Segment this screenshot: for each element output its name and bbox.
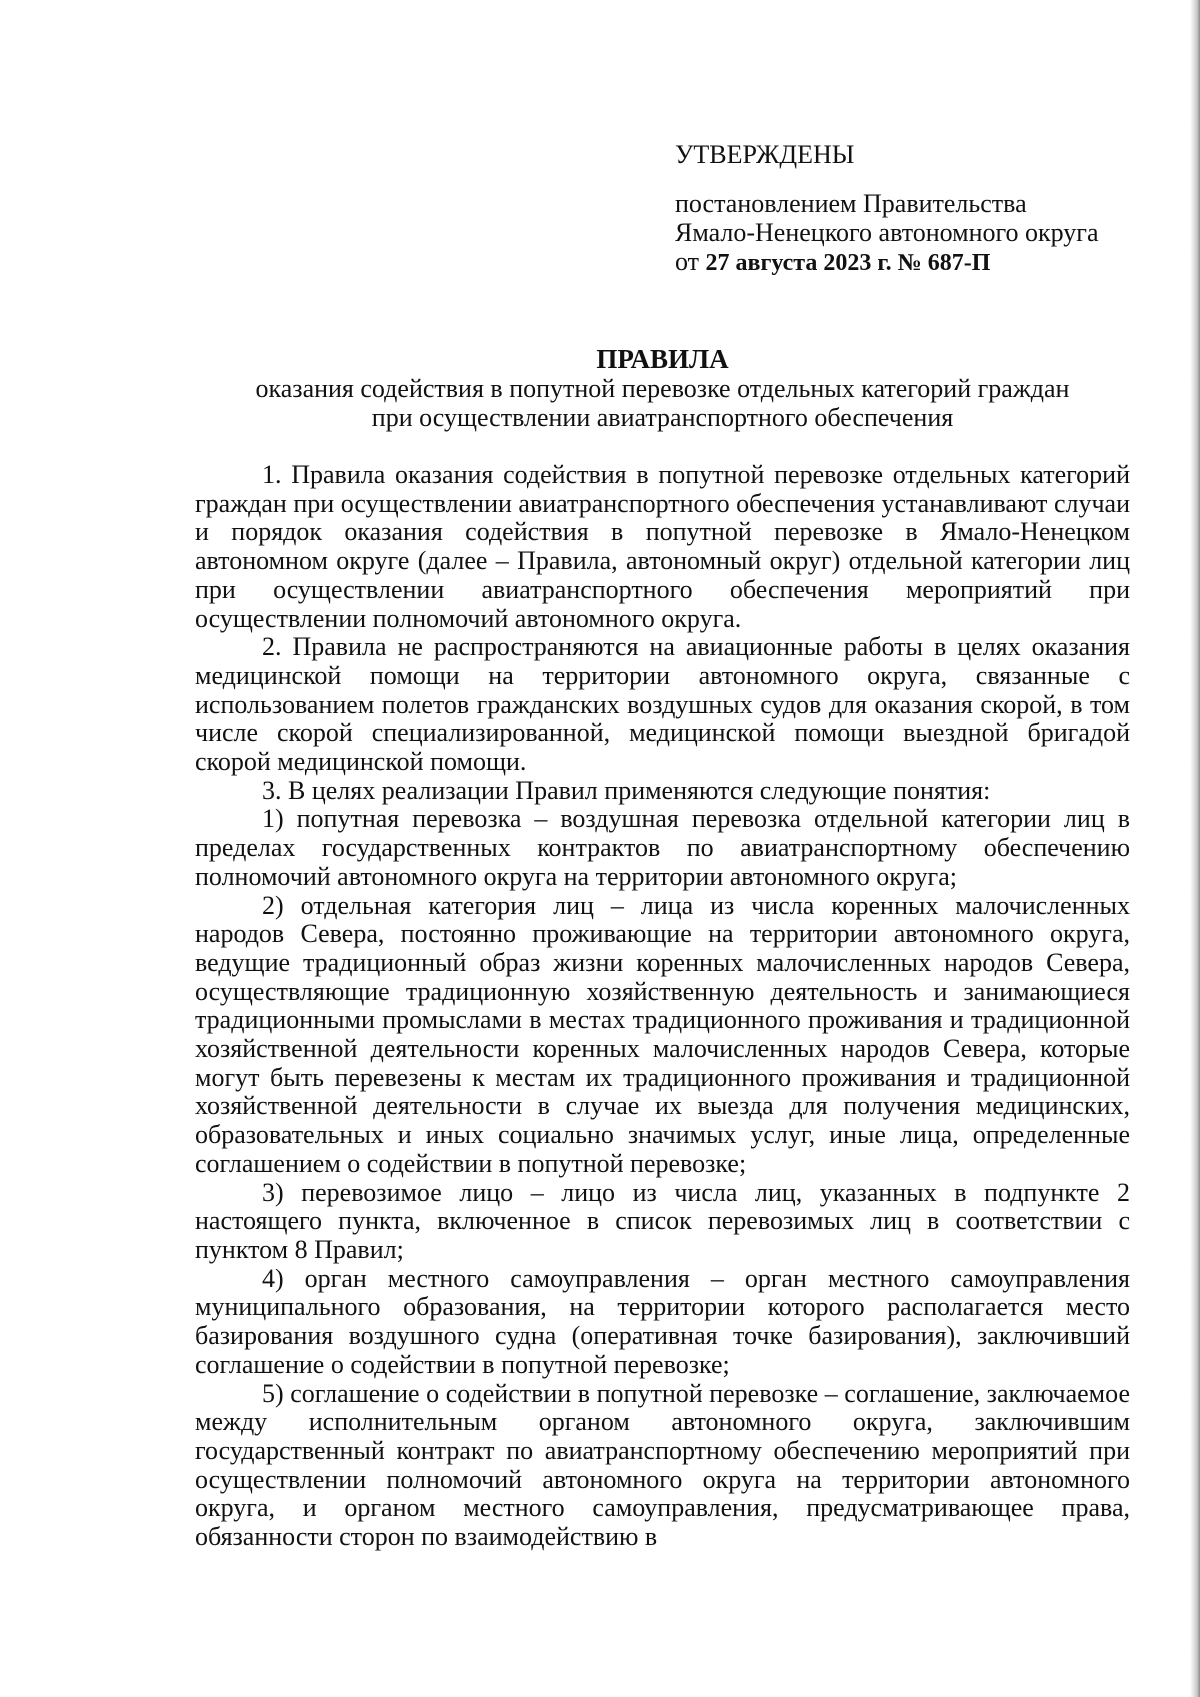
approval-line-2: Ямало-Ненецкого автономного округа [675, 218, 1099, 247]
approved-label: УТВЕРЖДЕНЫ [675, 140, 855, 169]
approval-date-number: 27 августа 2023 г. № 687-П [705, 250, 991, 276]
paragraph-3: 3. В целях реализации Правил применяются следующие понятия: [262, 775, 991, 805]
subparagraph-1: 1) попутная перевозка – воздушная перевозка отдельной категории лиц в пределах государственных контрактов по авиатранспортному обеспечению полномочий автономного округа на территории автономного округа; [195, 804, 1130, 891]
document-body [195, 461, 1130, 1552]
document-title [195, 345, 1130, 432]
approval-date-prefix: от [675, 247, 700, 276]
title-heading: ПРАВИЛА [596, 344, 729, 374]
approval-line-1: постановлением Правительства [675, 189, 1027, 218]
title-line-2: при осуществлении авиатранспортного обеспечения [371, 403, 954, 432]
title-line-1: оказания содействия в попутной перевозке отдельных категорий граждан [255, 374, 1070, 403]
subparagraph-5: 5) соглашение о содействии в попутной перевозке – соглашение, заключаемое между исполнительным органом автономного округа, заключившим государственный контракт по авиатранспортному обеспечению мероприятий при осуществлении полномочий автономного округа на территории автономного округа, и органом местного самоуправления, предусматривающее права, обязанности сторон по взаимодействию в [195, 1378, 1130, 1552]
approval-stamp [675, 140, 1155, 278]
subparagraph-4: 4) орган местного самоуправления – орган местного самоуправления муниципального образования, на территории которого располагается место базирования воздушного судна (оперативная точке базирования), заключивший соглашение о содействии в попутной перевозке; [195, 1263, 1130, 1379]
subparagraph-3: 3) перевозимое лицо – лицо из числа лиц, указанных в подпункте 2 настоящего пункта, включенное в список перевозимых лиц в соответствии с пунктом 8 Правил; [195, 1177, 1130, 1264]
subparagraph-2: 2) отдельная категория лиц – лица из числа коренных малочисленных народов Севера, постоянно проживающие на территории автономного округа, ведущие традиционный образ жизни коренных малочисленных народов Севера, осуществляющие традиционную хозяйственную деятельность и занимающиеся традиционными промыслами в местах традиционного проживания и традиционной хозяйственной деятельности коренных малочисленных народов Севера, которые могут быть перевезены к местам их традиционного проживания и традиционной хозяйственной деятельности в случае их выезда для получения медицинских, образовательных и иных социально значимых услуг, иные лица, определенные соглашением о содействии в попутной перевозке; [195, 890, 1130, 1178]
page-edge-shadow [1190, 0, 1200, 1697]
paragraph-1: 1. Правила оказания содействия в попутной перевозке отдельных категорий граждан при осуществлении авиатранспортного обеспечения устанавливают случаи и порядок оказания содействия в попутной перевозке в Ямало-Ненецком автономном округе (далее – Правила, автономный округ) отдельной категории лиц при осуществлении авиатранспортного обеспечения мероприятий при осуществлении полномочий автономного округа. [195, 460, 1130, 633]
paragraph-2: 2. Правила не распространяются на авиационные работы в целях оказания медицинской помощи на территории автономного округа, связанные с использованием полетов гражданских воздушных судов для оказания скорой, в том числе скорой специализированной, медицинской помощи выездной бригадой скорой медицинской помощи. [195, 632, 1130, 777]
approval-date-line [675, 247, 1155, 278]
